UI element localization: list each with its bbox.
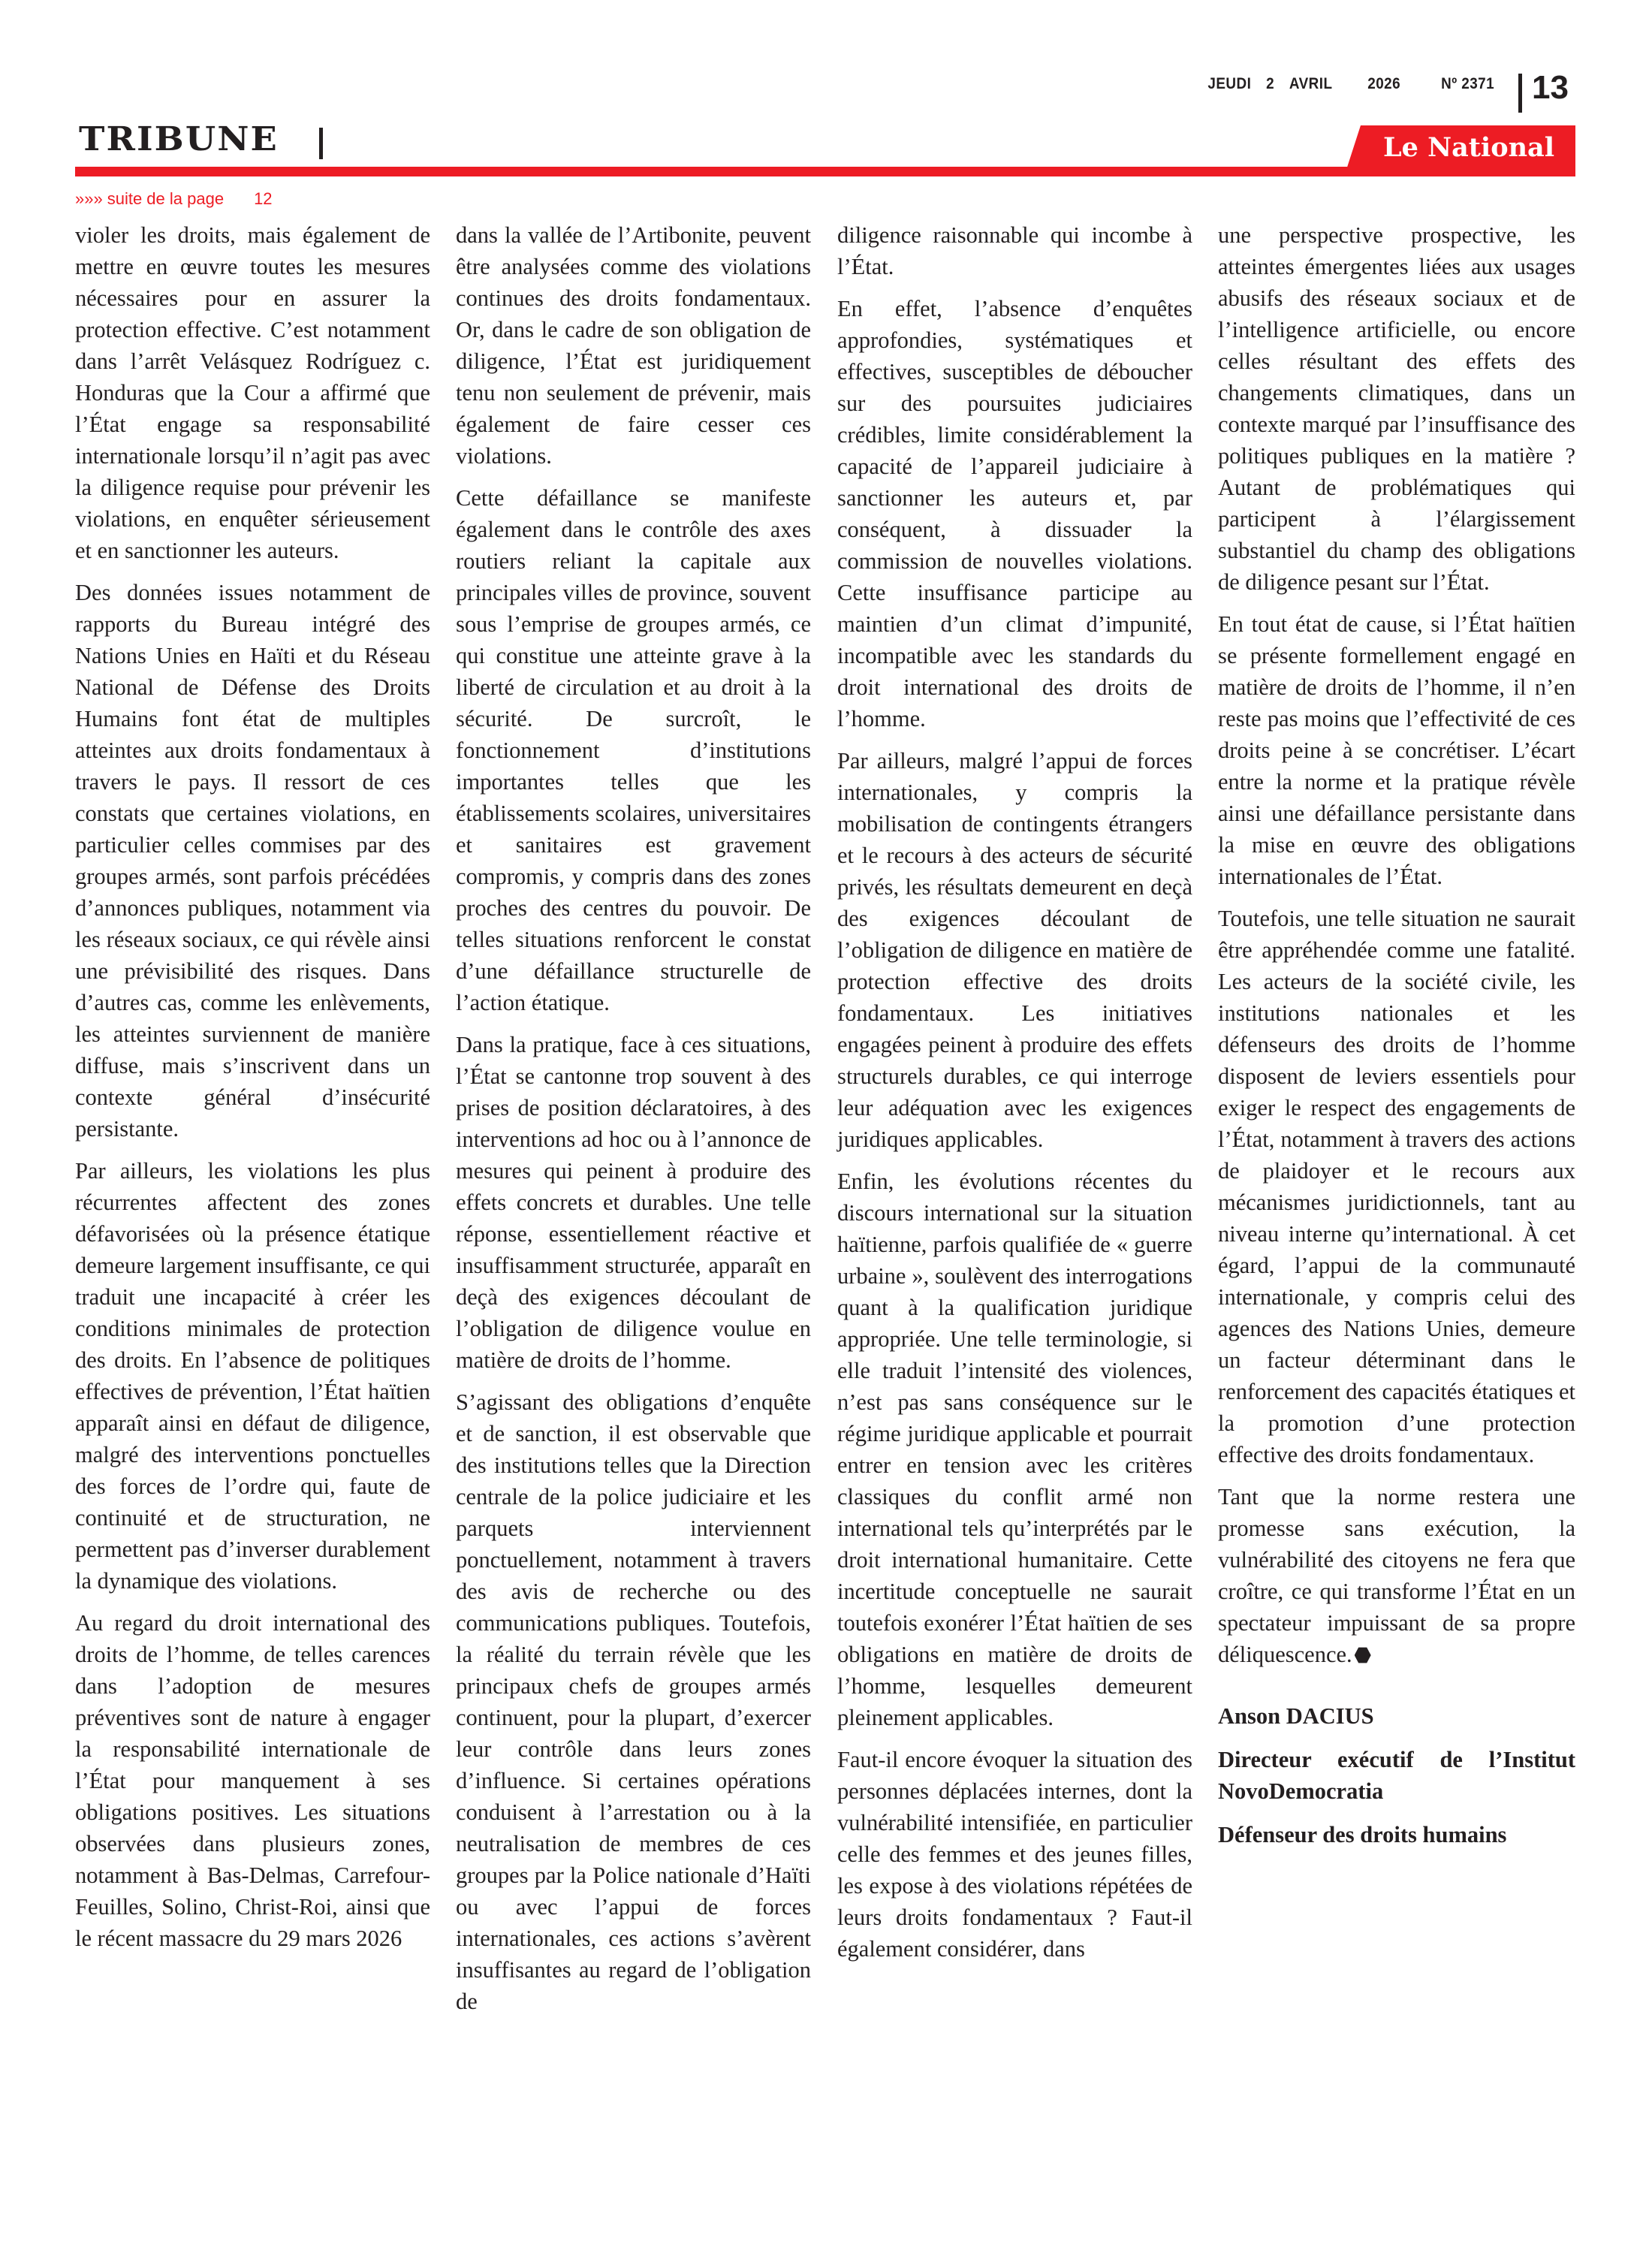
author-role: Défenseur des droits humains: [1218, 1822, 1507, 1847]
continued-from-link[interactable]: [75, 188, 273, 210]
paragraph: Par ailleurs, les violations les plus récurrentes affectent des zones défavorisées où la présence étatique demeure largement insuffisante, ce qui traduit une incapacité à créer les conditions minimales de protection des droits. En l’absence de politiques effectives de prévention, l’État haïtien apparaît ainsi en défaut de diligence, malgré des interventions ponctuelles des forces de l’ordre qui, faute de continuité et de structuration, ne permettent pas d’inverser durablement la dynamique des violations.: [75, 1158, 430, 1594]
author-title: Directeur exécutif de l’Institut NovoDemocratia: [1218, 1747, 1575, 1804]
end-of-article-icon: [1355, 1647, 1371, 1663]
paragraph: diligence raisonnable qui incombe à l’État.: [837, 222, 1192, 279]
paragraph: violer les droits, mais également de mettre en œuvre toutes les mesures nécessaires pour en assurer la protection effective. C’est notamment dans l’arrêt Velásquez Rodríguez c. Honduras que la Cour a affirmé que l’État engage sa responsabilité internationale lorsqu’il n’agit pas avec la diligence requise pour prévenir les violations, en enquêter sérieusement et en sanctionner les auteurs.: [75, 222, 430, 563]
page-number: 13: [1532, 69, 1569, 106]
author-name: Anson DACIUS: [1218, 1703, 1374, 1729]
paragraph: Faut-il encore évoquer la situation des personnes déplacées internes, dont la vulnérabilité intensifiée, en particulier celle des femmes et des jeunes filles, les expose à des violations répétées de leurs droits fondamentaux ? Faut-il également considérer, dans: [837, 1747, 1192, 1962]
article-column-1: [75, 219, 430, 1965]
paragraph: Par ailleurs, malgré l’appui de forces internationales, y compris la mobilisation de contingents étrangers et le recours à des acteurs de sécurité privés, les résultats demeurent en deçà des exigences découlant de l’obligation de diligence en matière de protection effective des droits fondamentaux. Les initiatives engagées peinent à produire des effets structurels durables, ce qui interroge leur adéquation avec les exigences juridiques applicables.: [837, 748, 1192, 1152]
date-number: 2: [1266, 75, 1274, 92]
paragraph: Enfin, les évolutions récentes du discours international sur la situation haïtienne, parfois qualifiée de « guerre urbaine », soulèvent des interrogations quant à la qualification juridique appropriée. Une telle terminologie, si elle traduit l’intensité des violences, n’est pas sans conséquence sur le régime juridique applicable et pourrait entrer en tension avec les critères classiques du conflit armé non international tels qu’interprétés par le droit international humanitaire. Cette incertitude conceptuelle ne saurait toutefois exonérer l’État haïtien de ses obligations en matière de droits de l’homme, lesquelles demeurent pleinement applicables.: [837, 1169, 1192, 1730]
paragraph: Au regard du droit international des droits de l’homme, de telles carences dans l’adoption de mesures préventives sont de nature à engager la responsabilité internationale de l’État pour manquement à ses obligations positives. Les situations observées dans plusieurs zones, notamment à Bas-Delmas, Carrefour-Feuilles, Solino, Christ-Roi, ainsi que le récent massacre du 29 mars 2026: [75, 1610, 430, 1951]
date-day: JEUDI: [1207, 75, 1252, 92]
paragraph: En tout état de cause, si l’État haïtien se présente formellement engagé en matière de droits de l’homme, il n’en reste pas moins que l’effectivité de ces droits peine à se concrétiser. L’écart entre la norme et la pratique révèle ainsi une défaillance persistante dans la mise en œuvre des obligations internationales de l’État.: [1218, 611, 1575, 889]
section-title: TRIBUNE: [79, 120, 279, 158]
continue-arrows-icon: »»»: [75, 189, 103, 208]
issue-number: Nº 2371: [1440, 75, 1494, 92]
paragraph: Cette défaillance se manifeste également dans le contrôle des axes routiers reliant la capitale aux principales villes de province, souvent sous l’emprise de groupes armés, ce qui constitue une atteinte grave à la liberté de circulation et au droit à la sécurité. De surcroît, le fonctionnement d’institutions importantes telles que les établissements scolaires, universitaires et sanitaires est gravement compromis, y compris dans des zones proches des centres du pouvoir. De telles situations renforcent le constat d’une défaillance structurelle de l’action étatique.: [456, 485, 811, 1015]
date-month: AVRIL: [1289, 75, 1333, 92]
author-signature: [1218, 1700, 1575, 1850]
paragraph: En effet, l’absence d’enquêtes approfondies, systématiques et effectives, susceptibles de déboucher sur des poursuites judiciaires crédibles, limite considérablement la capacité de l’appareil judiciaire à sanctionner les auteurs et, par conséquent, à dissuader la commission de nouvelles violations. Cette insuffisance participe au maintien d’un climat d’impunité, incompatible avec les standards du droit international des droits de l’homme.: [837, 296, 1192, 731]
paragraph: S’agissant des obligations d’enquête et de sanction, il est observable que des institutions telles que la Direction centrale de la police judiciaire et les parquets interviennent ponctuellement, notamment à travers des avis de recherche ou des communications publiques. Toutefois, la réalité du terrain révèle que les principaux chefs de groupes armés continuent, pour la plupart, d’exercer leur contrôle dans leurs zones d’influence. Si certaines opérations conduisent à l’arrestation ou à la neutralisation de membres de ces groupes par la Police nationale d’Haïti ou avec l’appui de forces internationales, ces actions s’avèrent insuffisantes au regard de l’obligation de: [456, 1389, 811, 2014]
article-column-2: [456, 219, 811, 2028]
section-divider: [319, 128, 323, 159]
paragraph: Des données issues notamment de rapports du Bureau intégré des Nations Unies en Haïti et du Réseau National de Défense des Droits Humains font état de multiples atteintes aux droits fondamentaux à travers le pays. Il ressort de ces constats que certaines violations, en particulier celles commises par des groupes armés, sont parfois précédées d’annonces publiques, notamment via les réseaux sociaux, ce qui révèle ainsi une prévisibilité des risques. Dans d’autres cas, comme les enlèvements, les atteintes surviennent de manière diffuse, mais s’inscrivent dans un contexte général d’insécurité persistante.: [75, 580, 430, 1142]
paragraph-text: Tant que la norme restera une promesse sans exécution, la vulnérabilité des citoyens ne fera que croître, ce qui transforme l’État en un spectateur impuissant de sa propre déliquescence.: [1218, 1484, 1575, 1667]
article-column-4: [1218, 219, 1575, 1862]
paragraph: Toutefois, une telle situation ne saurait être appréhendée comme une fatalité. Les acteurs de la société civile, les institutions nationales et les défenseurs des droits de l’homme disposent de leviers essentiels pour exiger le respect des engagements de l’État, notamment à travers des actions de plaidoyer et le recours aux mécanismes juridictionnels, tant au niveau interne qu’international. À cet égard, l’appui de la communauté internationale, y compris celui des agences des Nations Unies, demeure un facteur déterminant dans le renforcement des capacités étatiques et la promotion d’une protection effective des droits fondamentaux.: [1218, 906, 1575, 1467]
page-number-divider: [1518, 74, 1522, 113]
dateline: [1207, 75, 1494, 93]
article-column-3: [837, 219, 1192, 1975]
continued-label: suite de la page: [107, 189, 225, 208]
date-year: 2026: [1367, 75, 1400, 92]
publication-name: Le National: [1383, 132, 1554, 163]
final-paragraph: [1218, 1481, 1575, 1670]
paragraph: une perspective prospective, les atteintes émergentes liées aux usages abusifs des réseaux sociaux et de l’intelligence artificielle, ou encore celles résultant des effets des changements climatiques, dans un contexte marqué par l’insuffisance des politiques publiques en la matière ? Autant de problématiques qui participent à l’élargissement substantiel du champ des obligations de diligence pesant sur l’État.: [1218, 222, 1575, 595]
continued-page-number: 12: [254, 189, 273, 208]
paragraph: dans la vallée de l’Artibonite, peuvent être analysées comme des violations continues des droits fondamentaux. Or, dans le cadre de son obligation de diligence, l’État est juridiquement tenu non seulement de prévenir, mais également de faire cesser ces violations.: [456, 222, 811, 469]
paragraph: Dans la pratique, face à ces situations, l’État se cantonne trop souvent à des prises de position déclaratoires, à des interventions ad hoc ou à l’annonce de mesures qui peinent à produire des effets concrets et durables. Une telle réponse, essentiellement réactive et insuffisamment structurée, apparaît en deçà des exigences découlant de l’obligation de diligence voulue en matière de droits de l’homme.: [456, 1032, 811, 1373]
